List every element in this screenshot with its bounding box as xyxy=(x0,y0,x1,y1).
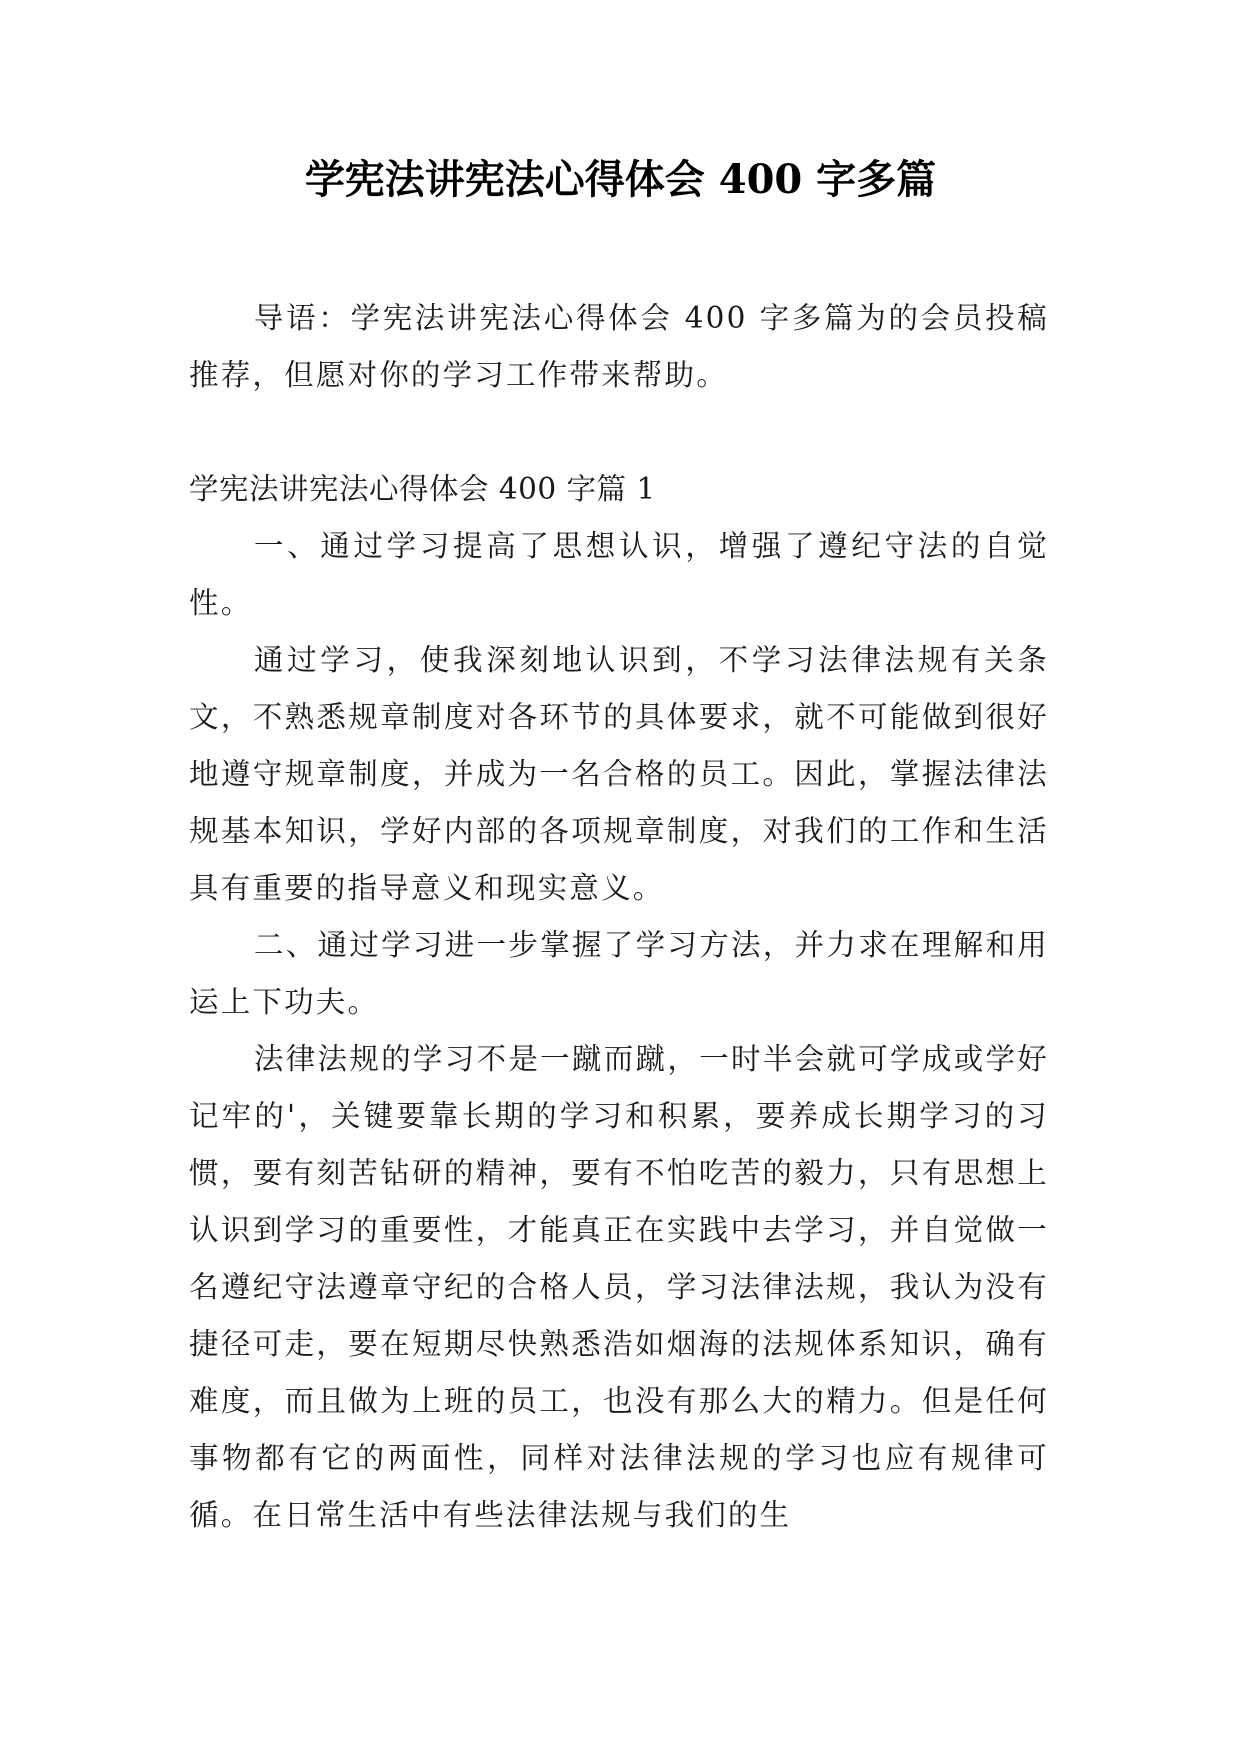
body-paragraph: 法律法规的学习不是一蹴而蹴，一时半会就可学成或学好记牢的'，关键要靠长期的学习和积累，要养成长期学习的习惯，要有刻苦钻研的精神，要有不怕吃苦的毅力，只有思想上认识到学习的重要性，才能真正在实践中去学习，并自觉做一名遵纪守法遵章守纪的合格人员，学习法律法规，我认为没有捷径可走，要在短期尽快熟悉浩如烟海的法规体系知识，确有难度，而且做为上班的员工，也没有那么大的精力。但是任何事物都有它的两面性，同样对法律法规的学习也应有规律可循。在日常生活中有些法律法规与我们的生 xyxy=(189,1042,1049,1532)
intro-paragraph: 导语：学宪法讲宪法心得体会 400 字多篇为的会员投稿推荐，但愿对你的学习工作带来帮助。 xyxy=(189,301,1049,392)
body-paragraph: 一、通过学习提高了思想认识，增强了遵纪守法的自觉性。 xyxy=(189,529,1049,620)
body-paragraph: 通过学习，使我深刻地认识到，不学习法律法规有关条文，不熟悉规章制度对各环节的具体要求，就不可能做到很好地遵守规章制度，并成为一名合格的员工。因此，掌握法律法规基本知识，学好内部的各项规章制度，对我们的工作和生活具有重要的指导意义和现实意义。 xyxy=(189,643,1049,905)
paragraph-spacer xyxy=(189,404,1049,461)
section-heading: 学宪法讲宪法心得体会 400 字篇 1 xyxy=(189,472,656,506)
document-title: 学宪法讲宪法心得体会 400 字多篇 xyxy=(304,156,937,203)
document-body xyxy=(189,290,1049,1544)
body-paragraph: 二、通过学习进一步掌握了学习方法，并力求在理解和用运上下功夫。 xyxy=(189,928,1049,1019)
